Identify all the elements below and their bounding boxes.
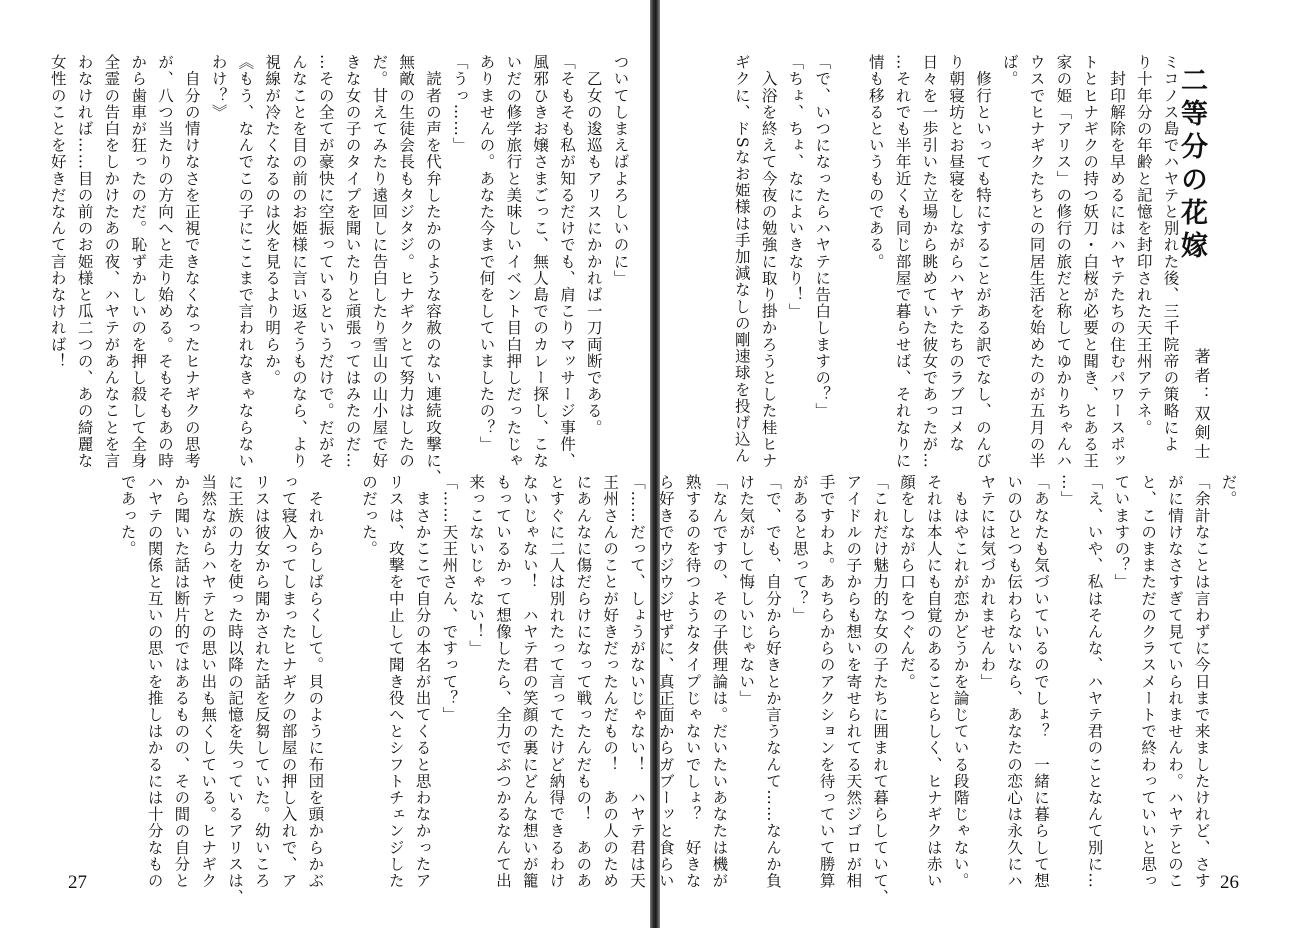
right-upper-line: 情も移るというものである。	[866, 54, 885, 270]
right-upper-line: 封印解除を早めるにはハヤテたちの住むパワースポッ	[1107, 54, 1126, 469]
right-lower-line: と、このままただのクラスメートで終わっていいと思っ	[1139, 474, 1158, 889]
right-upper-line: 家の姫「アリス」の修行の旅だと称してゆかりちゃんハ	[1054, 54, 1073, 469]
left-upper-line: だ。甘えてみたり遠回しに告白したり雪山の山小屋で好	[370, 54, 389, 469]
right-page-upper-text	[728, 54, 1184, 469]
page-number-left: 27	[68, 872, 87, 893]
right-lower-line: それは本人にも自覚のあることらしく、ヒナギクは赤い	[924, 474, 943, 889]
right-upper-line: 入浴を終えて今夜の勉強に取り掛かろうとした桂ヒナ	[759, 54, 778, 469]
left-page	[0, 0, 650, 928]
left-lower-line: であった。	[118, 474, 137, 557]
right-upper-line: ば。	[1000, 54, 1019, 88]
left-lower-line: にあんなに傷だらけになって戦ったんだもの！ あのあ	[574, 474, 593, 889]
left-lower-line: それからしばらくして。貝のように布団を頭からかぶ	[306, 474, 325, 889]
right-lower-line: だ。	[1219, 474, 1238, 508]
left-upper-line: いだの修学旅行と美味しいイベント目白押しだったじゃ	[504, 54, 523, 469]
right-upper-line: 「で、いつになったらハヤテに告白しますの？」	[813, 54, 832, 420]
right-lower-line: けた気がして悔しいじゃない」	[737, 474, 756, 707]
left-upper-line: 自分の情けなさを正視できなくなったヒナギクの思考	[182, 54, 201, 469]
right-upper-line: 「ちょ、ちょ、なによいきなり！」	[786, 54, 805, 320]
right-upper-line: り十年分の年齢と記憶を封印された天王州アテネ。	[1134, 54, 1153, 436]
right-upper-line	[835, 54, 862, 450]
left-upper-line: ついてしまえばよろしいのに」	[611, 54, 630, 287]
right-lower-line: 「あなたも気づいているのでしょ？ 一緒に暮らして想	[1031, 474, 1050, 889]
left-lower-line: まさかここで自分の本名が出てくると思わなかったア	[413, 474, 432, 889]
right-upper-line: 修行といっても特にすることがある訳でなし、のんび	[973, 54, 992, 469]
right-page	[656, 0, 1312, 928]
left-lower-line: って寝入ってしまったヒナギクの部屋の押し入れで、ア	[279, 474, 298, 889]
right-lower-line: 顔をしながら口をつぐんだ。	[897, 474, 916, 690]
right-lower-line: 手ですわよ。あちらからのアクションを待っていて勝算	[817, 474, 836, 889]
left-upper-line: 風邪ひきお嬢さまごっこ、無人島でのカレー探し、こな	[531, 54, 550, 469]
right-upper-line: ギクに、ドSなお姫様は手加減なしの剛速球を投げ込ん	[732, 54, 751, 465]
left-upper-line: から歯車が狂ったのだ。恥ずかしいのを押し殺して全身	[129, 54, 148, 469]
left-upper-line: 女性のことを好きだなんて言わなければ！	[48, 54, 67, 370]
right-lower-line: があると思って？」	[790, 474, 809, 624]
right-upper-line: ウスでヒナギクたちとの同居生活を始めたのが五月の半	[1027, 54, 1046, 469]
left-lower-line: に王族の力を使った時以降の記憶を失っているアリスは、	[225, 474, 244, 906]
left-page-lower-text	[114, 474, 650, 906]
left-upper-line: きな女の子のタイプを聞いたりと頑張ってはみたのだ…	[343, 54, 362, 469]
left-lower-line: とすぐに二人は別れたって言ってたけど納得できるわけ	[547, 474, 566, 889]
left-upper-line: わけ？》	[209, 54, 228, 121]
right-lower-line: 「え、いや、私はそんな、ハヤテ君のことなんて別に…	[1085, 474, 1104, 889]
left-lower-line	[328, 474, 355, 874]
left-upper-line: 全霊の告白をしかけたあの夜、ハヤテがあんなことを言	[102, 54, 121, 469]
left-lower-line: ないじゃない！ ハヤテ君の笑顔の裏にどんな想いが籠	[520, 474, 539, 889]
right-upper-line: …それでも半年近くも同じ部屋で暮らせば、それなりに	[893, 54, 912, 469]
right-upper-line: り朝寝坊とお昼寝をしながらハヤテたちのラブコメな	[947, 54, 966, 453]
right-lower-line: もはやこれが恋かどうかを論じている段階じゃない。	[951, 474, 970, 889]
right-upper-line: ミコノス島でハヤテと別れた後、三千院帝の策略によ	[1161, 54, 1180, 453]
left-lower-line: のだった。	[359, 474, 378, 557]
left-upper-line: ありませんの。あなた今まで何をしていましたの？」	[477, 54, 496, 453]
right-lower-line: 「で、でも、自分から好きとか言うなんて……なんか負	[763, 474, 782, 889]
left-lower-line: もっているかって想像したら、全力でぶつかるなんて出	[493, 474, 512, 889]
left-lower-line: リスは彼女から聞かされた話を反芻していた。幼いころ	[252, 474, 271, 889]
left-lower-line: 「……だって、しょうがないじゃない！ ハヤテ君は天	[627, 474, 646, 889]
left-lower-line: から聞いた話は断片的ではあるものの、その間の自分と	[172, 474, 191, 889]
left-upper-line: 視線が冷たくなるのは火を見るより明らか。	[263, 54, 282, 386]
left-upper-line: 《もう、なんでこの子にここまで言われなきゃならない	[236, 54, 255, 469]
right-lower-line: いのひとつも伝わらないなら、あなたの恋心は永久にハ	[1005, 474, 1024, 889]
right-lower-line: アイドルの子からも想いを寄せられてる天然ジゴロが相	[844, 474, 863, 889]
left-lower-line: リスは、攻撃を中止して聞き役へとシフトチェンジした	[386, 474, 405, 889]
left-lower-line: 王州さんのことが好きだったんだもの！ あの人のため	[601, 474, 620, 889]
right-lower-line: …」	[1058, 474, 1077, 508]
right-upper-line: 日々を一歩引いた立場から眺めていた彼女であったが…	[920, 54, 939, 469]
right-lower-line: ら好きでウジウジせずに、真正面からガブーッと食らい	[656, 474, 675, 889]
page-number-right: 26	[1220, 872, 1239, 893]
right-lower-line: ていますの？」	[1112, 474, 1131, 591]
right-lower-line: 「なんですの、その子供理論は。だいたいあなたは機が	[710, 474, 729, 889]
right-lower-line: ヤテには気づかれませんわ」	[978, 474, 997, 690]
story-title: 二等分の花嫁	[1176, 66, 1207, 264]
left-upper-line: 無敵の生徒会長もタジタジ。ヒナギクとて努力はしたの	[397, 54, 416, 469]
left-lower-line: ハヤテの関係と互いの思いを推しはかるには十分なもの	[145, 474, 164, 889]
right-lower-line: 「余計なことは言わずに今日まで来ましたけれど、さす	[1192, 474, 1211, 889]
left-lower-line: 来っこないじゃない！」	[467, 474, 486, 657]
left-upper-line: …その全てが豪快に空振っているというだけで。だがそ	[316, 54, 335, 469]
left-upper-line: 「そもそも私が知るだけでも、肩こりマッサージ事件、	[557, 54, 576, 469]
right-lower-line: 「これだけ魅力的な女の子たちに囲まれて暮らしていて、	[871, 474, 890, 906]
left-upper-line: 「うっ……」	[450, 54, 469, 154]
right-lower-line: 熟するのを待つようなタイプじゃないでしょ？ 好きな	[683, 474, 702, 889]
left-page-upper-text	[44, 54, 634, 486]
right-upper-line: トとヒナギクの持つ妖刀・白桜が必要と聞き、とある王	[1081, 54, 1100, 469]
left-upper-line: が、八つ当たりの方向へと走り始める。そもそもあの時	[155, 54, 174, 469]
left-lower-line: 「……天王州さん、ですって？」	[440, 474, 459, 723]
left-upper-line: 乙女の逡巡もアリスにかかれば一刀両断である。	[584, 54, 603, 436]
author-credit: 著者：双剣士	[1192, 348, 1211, 462]
left-lower-line: 当然ながらハヤテとの思い出も無くしている。ヒナギク	[199, 474, 218, 889]
left-upper-line: んなことを目の前のお姫様に言い返そうものなら、より	[289, 54, 308, 469]
right-lower-line: がに情けなさすぎて見ていられませんわ。ハヤテとのこ	[1165, 474, 1184, 889]
left-upper-line: わなければ……目の前のお姫様と瓜二つの、あの綺麗な	[75, 54, 94, 469]
left-upper-line: 読者の声を代弁したかのような容赦のない連続攻撃に、	[423, 54, 442, 486]
